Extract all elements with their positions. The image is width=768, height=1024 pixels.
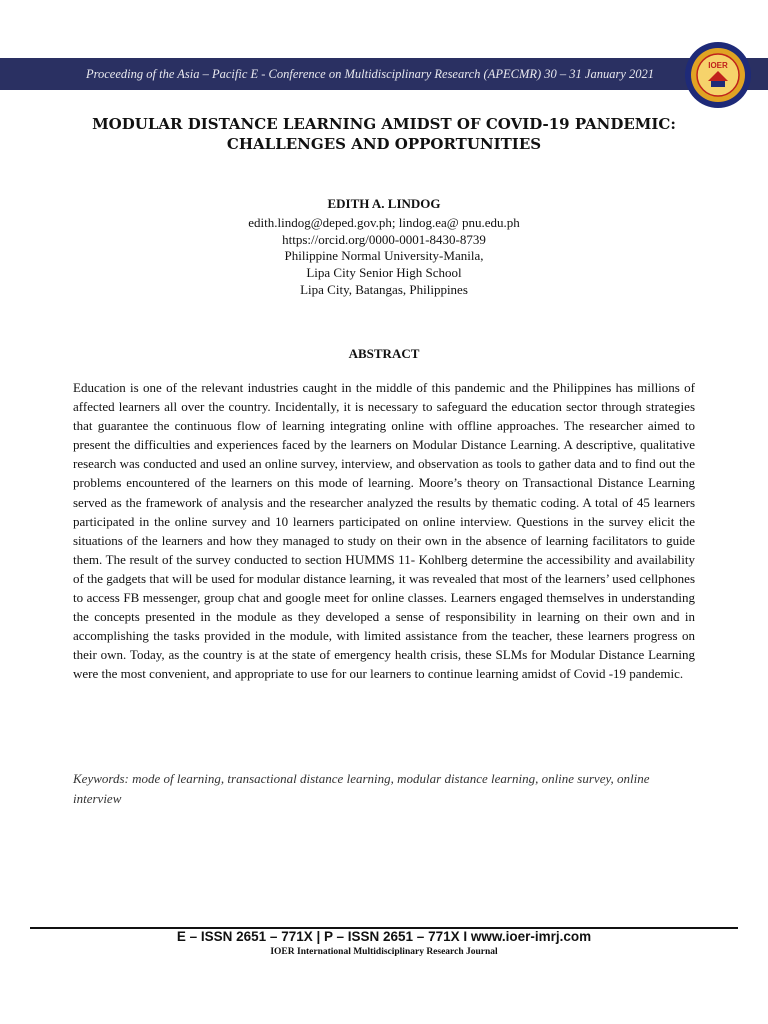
author-orcid: https://orcid.org/0000-0001-8430-8739 bbox=[282, 231, 486, 247]
author-emails: edith.lindog@deped.gov.ph; lindog.ea@ pnu.edu.ph bbox=[248, 214, 520, 230]
author-location: Lipa City, Batangas, Philippines bbox=[300, 281, 468, 297]
abstract-text: Education is one of the relevant industries caught in the middle of this pandemic and the Philippines has millions of affected learners all over the country. Incidentally, it is necessary to safeguard the education sector through strategies that guarantee the continuous flow of learning integrating online with offline approaches. The researcher aimed to present the difficulties and experiences faced by the learners on Modular Distance Learning. A descriptive, qualitative research was conducted and used an online survey, interview, and observation as tools to gather data and to find out the problems encountered of the learners on this mode of learning. Moore’s theory on Transactional Distance Learning served as the framework of analysis and the researcher analyzed the results by thematic coding. A total of 45 learners participated in the online survey and 10 learners participated on online interview. Questions in the survey elicit the situations of the learners and how they managed to study on their own in the absence of learning facilitators to guide them. The result of the survey conducted to section HUMMS 11- Kohlberg determine the accessibility and availability of the gadgets that will be used for modular distance learning, it was revealed that most of the learners’ used cellphones to access FB messenger, group chat and google meet for online classes. Learners engaged themselves in understanding the concepts presented in the module as they developed a sense of responsibility in learning on their own and in accomplishing the tasks provided in the module, with limited assistance from the teacher, these learners progress on their own. Today, as the country is at the state of emergency health crisis, these SLMs for Modular Distance Learning were the most convenient, and appropriate to use for our learners to continue learning amidst of Covid -19 pandemic. bbox=[73, 380, 695, 682]
abstract-heading: ABSTRACT bbox=[348, 346, 420, 361]
title-line-2: CHALLENGES AND OPPORTUNITIES bbox=[226, 135, 542, 153]
author-block bbox=[120, 196, 648, 299]
author-affiliation-1: Philippine Normal University-Manila, bbox=[284, 248, 484, 264]
footer-journal-name: IOER International Multidisciplinary Research Journal bbox=[270, 947, 498, 957]
paper-title bbox=[60, 114, 708, 154]
conference-proceeding-text: Proceeding of the Asia – Pacific E - Conference on Multidisciplinary Research (APECMR) 30 – 31 January 2021 bbox=[85, 67, 655, 81]
keywords: Keywords: mode of learning, transactional distance learning, modular distance learning, online survey, online interview bbox=[73, 771, 650, 806]
ioer-seal-logo bbox=[684, 41, 752, 109]
author-name: EDITH A. LINDOG bbox=[327, 196, 441, 211]
title-line-1: MODULAR DISTANCE LEARNING AMIDST OF COVID-19 PANDEMIC: bbox=[92, 115, 676, 133]
author-affiliation-2: Lipa City Senior High School bbox=[306, 265, 462, 281]
seal-text: IOER bbox=[708, 61, 728, 70]
footer-issn: E – ISSN 2651 – 771X | P – ISSN 2651 – 771X I www.ioer-imrj.com bbox=[176, 929, 592, 944]
header-banner bbox=[0, 58, 768, 90]
